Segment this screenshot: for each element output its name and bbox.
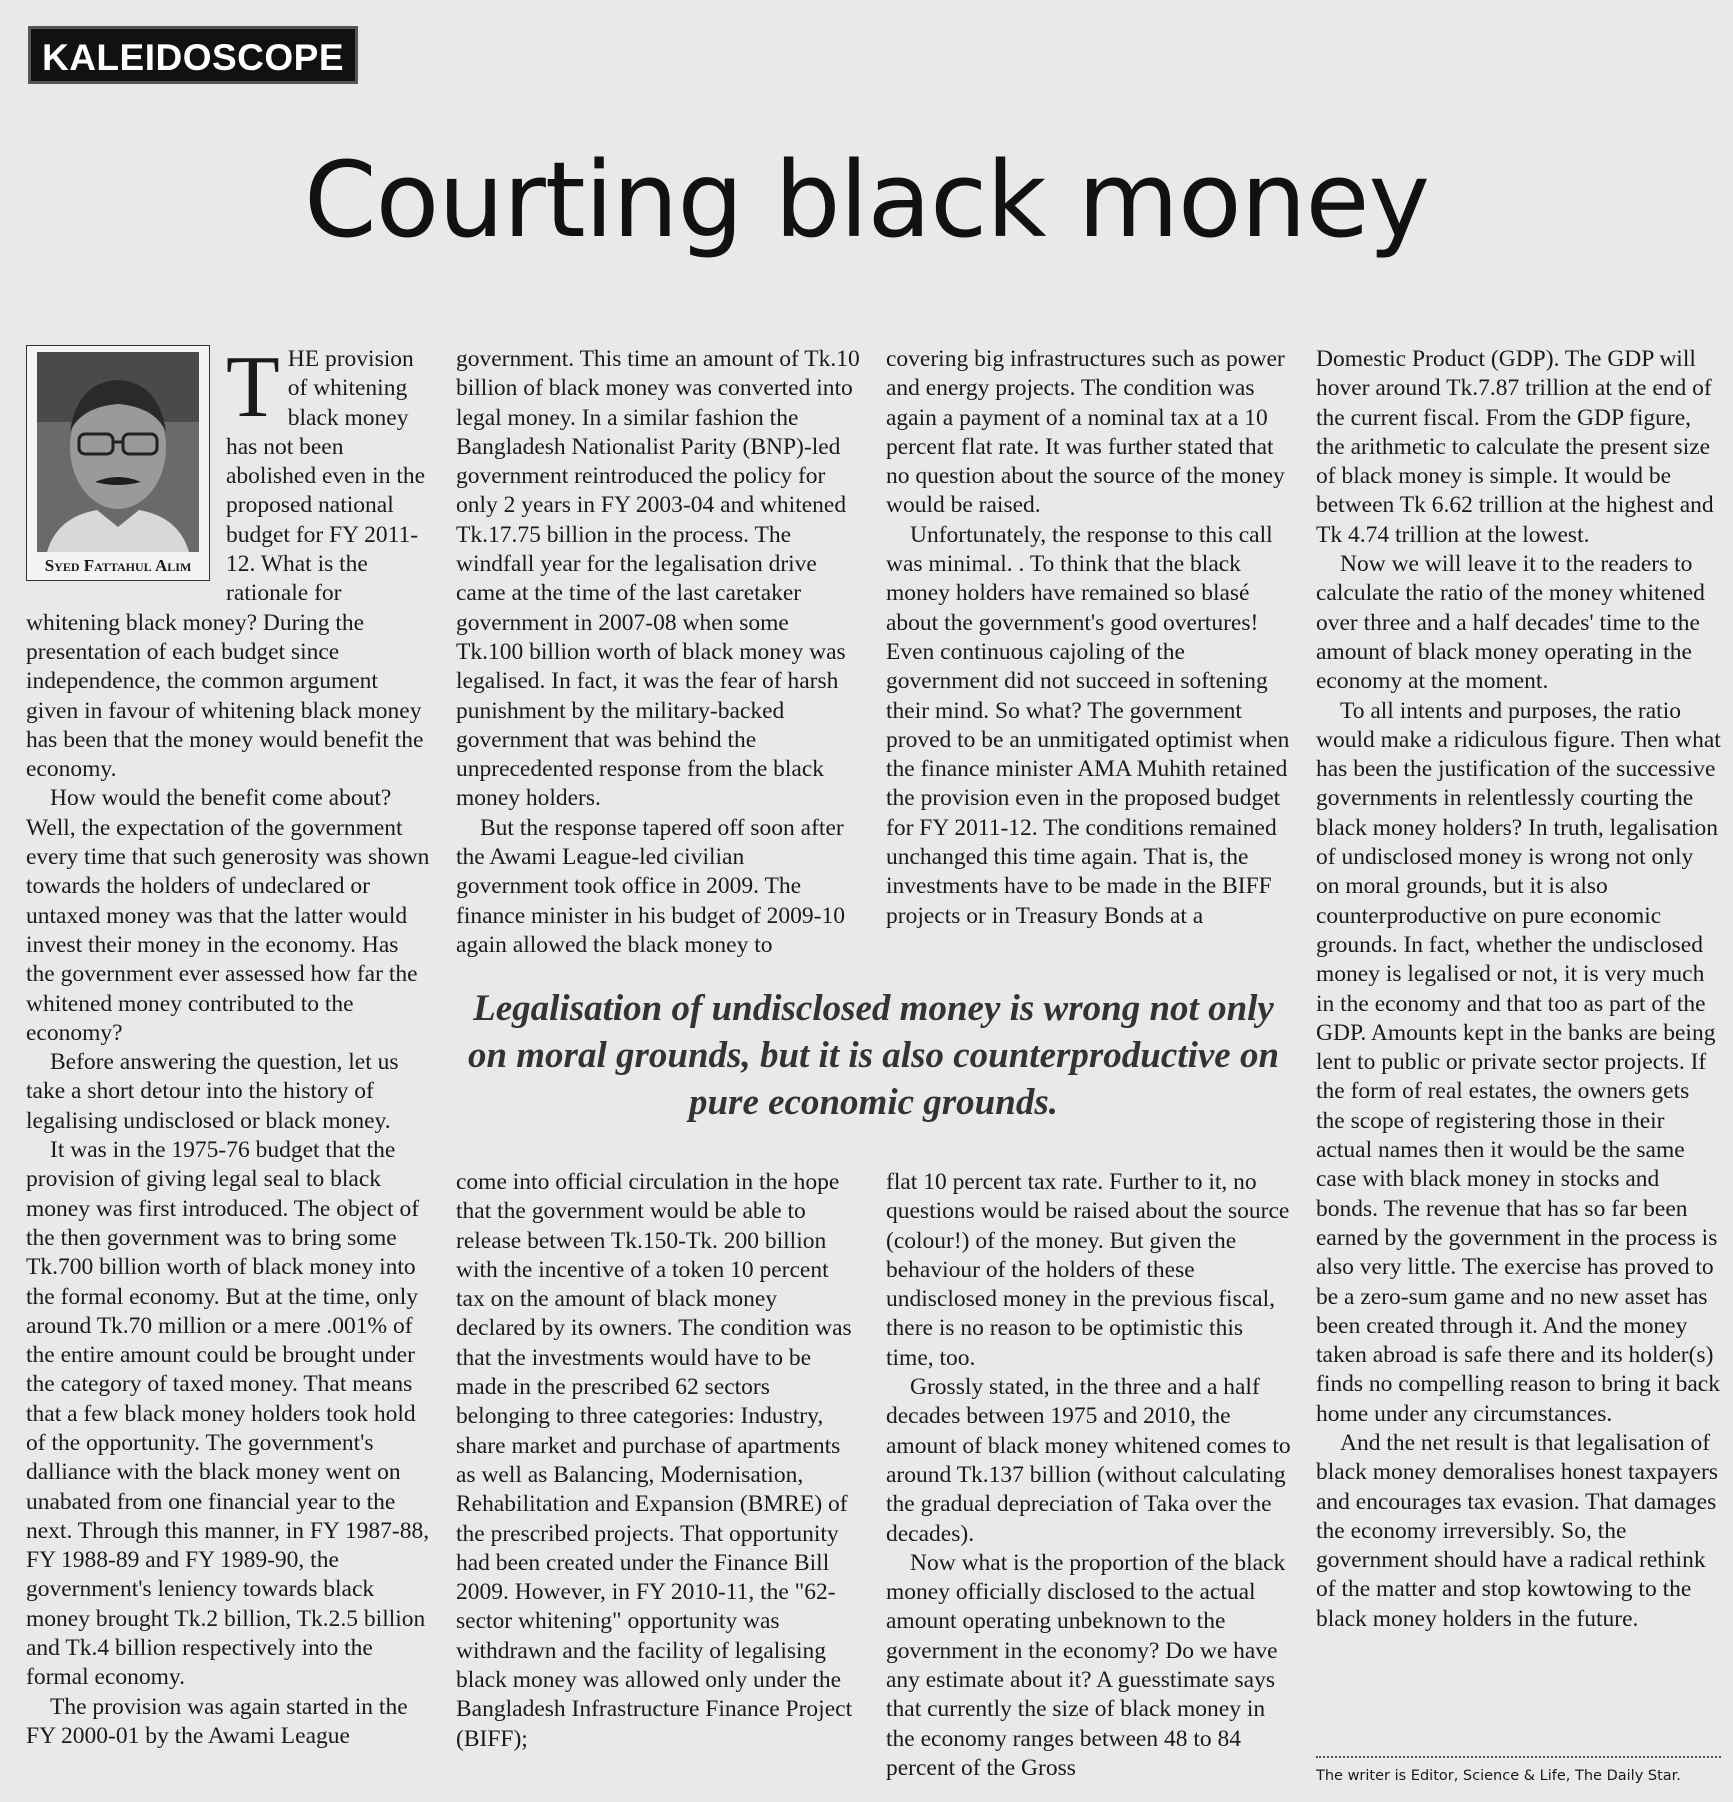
column-3-bottom [886, 1168, 1291, 1788]
paragraph: Now what is the proportion of the black money officially disclosed to the actual amount operating unbeknown to the government in the economy? Do we have any estimate about it? A guesstimate says that currently the size of black money in the economy ranges between 48 to 84 percent of the Gross [886, 1549, 1286, 1781]
paragraph: government. This time an amount of Tk.10 billion of black money was converted into legal money. In a similar fashion the Bangladesh Nationalist Parity (BNP)-led government reintroduced the policy for only 2 years in FY 2003-04 and whitened Tk.17.75 billion in the process. The windfall year for the legalisation drive came at the time of the last caretaker government in 2007-08 when some Tk.100 billion worth of black money was legalised. In fact, it was the fear of harsh punishment by the military-backed government that was behind the unprecedented response from the black money holders. [456, 346, 860, 812]
paragraph: come into official circulation in the hope that the government would be able to release between Tk.150-Tk. 200 billion with the incentive of a token 10 percent tax on the amount of black money declared by its owners. The condition was that the investments would have to be made in the prescribed 62 sectors belonging to three categories: Industry, share market and purchase of apartments as well as Balancing, Modernisation, Rehabilitation and Expansion (BMRE) of the prescribed projects. That opportunity had been created under the Finance Bill 2009. However, in FY 2010-11, the "62-sector whitening" opportunity was withdrawn and the facility of legalising black money was allowed only under the Bangladesh Infrastructure Finance Project (BIFF); [456, 1169, 853, 1752]
paragraph: flat 10 percent tax rate. Further to it, no questions would be raised about the source (colour!) of the money. But given the behaviour of the holders of these undisclosed money in the previous fiscal, there is no reason to be optimistic this time, too. [886, 1169, 1290, 1371]
column-3-top [886, 345, 1291, 965]
paragraph: How would the benefit come about? Well, the expectation of the government every time that such generosity was shown towards the holders of undeclared or untaxed money was that the latter would invest their money in the economy. Has the government ever assessed how far the whitened money contributed to the economy? [26, 785, 430, 1046]
paragraph: It was in the 1975-76 budget that the provision of giving legal seal to black money was first introduced. The object of the then government was to bring some Tk.700 billion worth of black money into the formal economy. But at the time, only around Tk.70 million or a mere .001% of the entire amount could be brought under the category of taxed money. That means that a few black money holders took hold of the opportunity. The government's dalliance with the black money went on unabated from one financial year to the next. Through this manner, in FY 1987-88, FY 1988-89 and FY 1989-90, the government's leniency towards black money brought Tk.2 billion, Tk.2.5 billion and Tk.4 billion respectively into the formal economy. [26, 1137, 430, 1691]
column-2-bottom [456, 1168, 861, 1788]
paragraph: HE provision of whitening black money has not been abolished even in the proposed national budget for FY 2011-12. What is the rationale for whitening black money? During the presentation of each budget since independence, the common argument given in favour of whitening black money has been that the money would benefit the economy. [26, 346, 426, 783]
author-portrait-icon [37, 352, 199, 552]
paragraph: covering big infrastructures such as power and energy projects. The condition was again a payment of a nominal tax at a 10 percent flat rate. It was further stated that no question about the source of the money would be raised. [886, 346, 1285, 519]
author-name: Syed Fattahul Alim [44, 556, 192, 575]
column-1 [26, 339, 431, 1785]
drop-cap: T [226, 339, 280, 436]
paragraph: And the net result is that legalisation of black money demoralises honest taxpayers and encourages tax evasion. That damages the economy irreversibly. So, the government should have a radical rethink of the matter and stop kowtowing to the black money holders in the future. [1316, 1429, 1718, 1632]
paragraph: Before answering the question, let us take a short detour into the history of legalising undisclosed or black money. [26, 1049, 399, 1134]
footer-divider [1316, 1756, 1721, 1758]
author-box [26, 345, 210, 581]
headline: Courting black money [303, 139, 1430, 261]
paragraph: Grossly stated, in the three and a half decades between 1975 and 2010, the amount of black money whitened comes to around Tk.137 billion (without calculating the gradual depreciation of Taka over the decades). [886, 1374, 1291, 1547]
paragraph: Domestic Product (GDP). The GDP will hover around Tk.7.87 trillion at the end of the current fiscal. From the GDP figure, the arithmetic to calculate the present size of black money is simple. It would be between Tk 6.62 trillion at the highest and Tk 4.74 trillion at the lowest. [1316, 346, 1714, 548]
author-credit: The writer is Editor, Science & Life, The Daily Star. [1316, 1768, 1681, 1784]
paragraph: The provision was again started in the FY 2000-01 by the Awami League [26, 1693, 408, 1749]
pull-quote: Legalisation of undisclosed money is wrong not only on moral grounds, but it is also counterproductive on pure economic grounds. [467, 988, 1280, 1123]
column-4 [1316, 345, 1721, 1745]
paragraph: Unfortunately, the response to this call was minimal. . To think that the black money holders have remained so blasé about the government's good overtures! Even continuous cajoling of the government did not succeed in softening their mind. So what? The government proved to be an unmitigated optimist when the finance minister AMA Muhith retained the provision even in the proposed budget for FY 2011-12. The conditions remained unchanged this time again. That is, the investments have to be made in the BIFF projects or in Treasury Bonds at a [886, 521, 1290, 929]
column-2-top [456, 345, 861, 965]
paragraph: To all intents and purposes, the ratio would make a ridiculous figure. Then what has been the justification of the successive governments in relentlessly courting the black money holders? In truth, legalisation of undisclosed money is wrong not only on moral grounds, but it is also counterproductive on pure economic grounds. In fact, whether the undisclosed money is legalised or not, it is very much in the economy and that too as part of the GDP. Amounts kept in the banks are being lent to public or private sector projects. If the form of real estates, the owners gets the scope of registering those in their actual names then it would be the same case with black money in stocks and bonds. The revenue that has so far been earned by the government in the process is also very little. The exercise has proved to be a zero-sum game and no new asset has been created through it. And the money taken abroad is safe there and its holder(s) finds no compelling reason to bring it back home under any circumstances. [1316, 697, 1721, 1427]
paragraph: But the response tapered off soon after the Awami League-led civilian government took office in 2009. The finance minister in his budget of 2009-10 again allowed the black money to [456, 814, 845, 958]
section-kicker: KALEIDOSCOPE [28, 26, 358, 84]
paragraph: Now we will leave it to the readers to calculate the ratio of the money whitened over three and a half decades' time to the amount of black money operating in the economy at the moment. [1316, 551, 1705, 695]
